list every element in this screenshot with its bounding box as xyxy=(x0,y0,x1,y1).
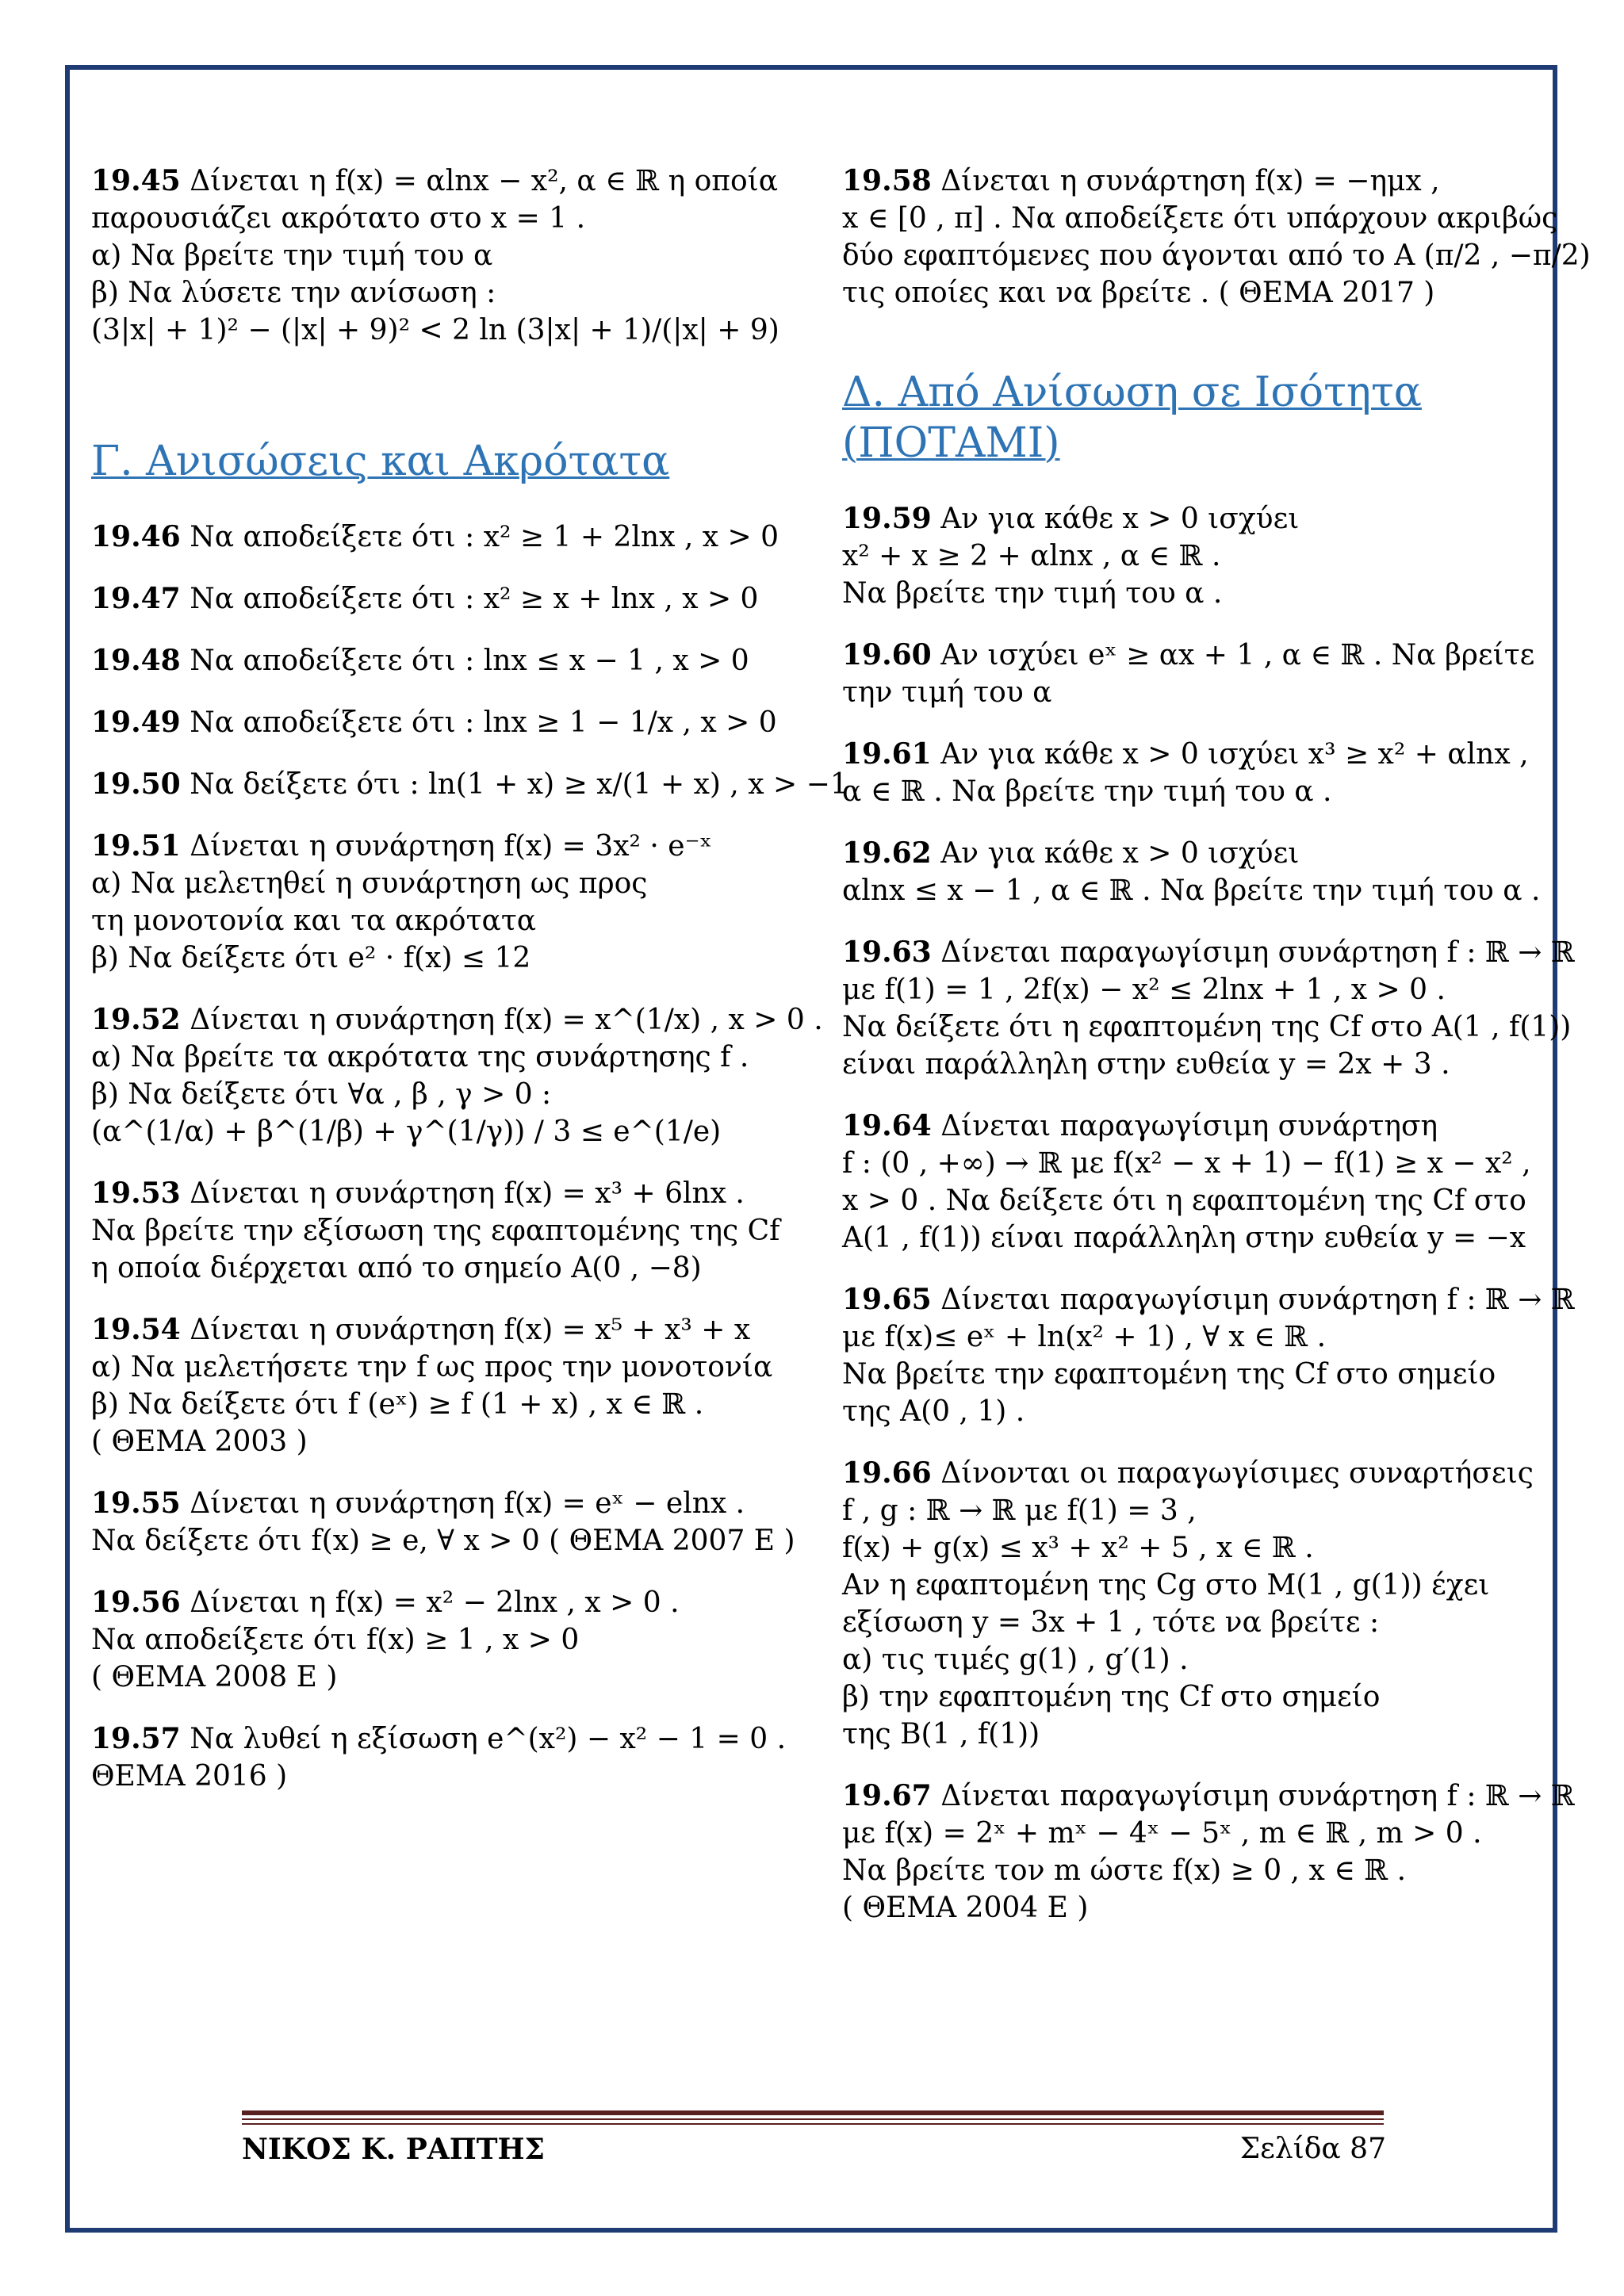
exercise-line xyxy=(842,934,1575,971)
exercise-text: β) Να δείξετε ότι f (eˣ) ≥ f (1 + x) , x ∈ ℝ . xyxy=(91,1388,704,1421)
exercise-text: β) την εφαπτομένη της Cf στο σημείο xyxy=(842,1681,1381,1713)
exercise-text: δύο εφαπτόμενες που άγονται από το Α (π/2 , −π/2) xyxy=(842,239,1591,272)
exercise-text: ΘΕΜΑ 2016 ) xyxy=(91,1760,288,1793)
exercise-text: Να βρείτε τον m ώστε f(x) ≥ 0 , x ∈ ℝ . xyxy=(842,1854,1407,1887)
exercise-19-59 xyxy=(842,500,1556,612)
exercise-number: 19.56 xyxy=(91,1586,181,1619)
exercise-line xyxy=(91,939,805,977)
exercise-line xyxy=(842,1716,1556,1753)
exercise-19-65 xyxy=(842,1281,1575,1430)
exercise-19-58 xyxy=(842,163,1591,312)
exercise-19-52 xyxy=(91,1001,823,1150)
exercise-text: παρουσιάζει ακρότατο στο x = 1 . xyxy=(91,202,586,235)
exercise-text: f(x) + g(x) ≤ x³ + x² + 5 , x ∈ ℝ . xyxy=(842,1532,1314,1564)
exercise-line xyxy=(842,971,1556,1008)
exercise-text: Να αποδείξετε ότι : x² ≥ 1 + 2lnx , x > 0 xyxy=(190,521,779,553)
exercise-text: με f(x) = 2ˣ + mˣ − 4ˣ − 5ˣ , m ∈ ℝ , m > 0 . xyxy=(842,1817,1482,1850)
right-column xyxy=(842,163,1591,1951)
exercise-text: Να αποδείξετε ότι : lnx ≥ 1 − 1/x , x > 0 xyxy=(190,706,777,739)
exercise-number: 19.46 xyxy=(91,520,181,553)
exercise-line xyxy=(91,1659,805,1696)
exercise-19-54 xyxy=(91,1311,805,1460)
exercise-number: 19.54 xyxy=(91,1313,181,1346)
left-column xyxy=(91,163,848,1820)
exercise-line xyxy=(91,1485,805,1522)
exercise-text: Δίνεται η συνάρτηση f(x) = 3x² · e⁻ˣ xyxy=(190,830,712,863)
exercise-line xyxy=(91,312,805,349)
exercise-line xyxy=(842,674,1556,711)
exercise-19-56 xyxy=(91,1584,805,1696)
exercise-text: εξίσωση y = 3x + 1 , τότε να βρείτε : xyxy=(842,1606,1380,1639)
exercise-text: α) Να βρείτε την τιμή του α xyxy=(91,239,493,272)
exercise-line xyxy=(91,519,805,556)
exercise-line xyxy=(842,1356,1556,1393)
exercise-text: την τιμή του α xyxy=(842,676,1052,709)
exercise-text: Αν για κάθε x > 0 ισχύει xyxy=(940,503,1300,535)
exercise-line xyxy=(91,1076,805,1113)
exercise-line xyxy=(842,274,1556,312)
exercise-line xyxy=(91,902,805,939)
exercise-line xyxy=(842,1108,1556,1145)
exercise-text: Να δείξετε ότι : ln(1 + x) ≥ x/(1 + x) , x > −1 xyxy=(190,768,848,801)
footer-author: ΝΙΚΟΣ Κ. ΡΑΠΤΗΣ xyxy=(242,2133,545,2166)
exercise-line xyxy=(842,1604,1556,1641)
exercise-line xyxy=(842,237,1591,274)
exercise-line xyxy=(91,1311,805,1349)
exercise-text: α) τις τιμές g(1) , g′(1) . xyxy=(842,1644,1189,1676)
exercise-line xyxy=(842,1678,1556,1716)
exercise-text: x > 0 . Να δείξετε ότι η εφαπτομένη της Cf στο xyxy=(842,1184,1526,1217)
exercise-number: 19.62 xyxy=(842,836,932,870)
exercise-19-66 xyxy=(842,1455,1556,1753)
exercise-line xyxy=(91,1349,805,1386)
exercise-text: Δίνεται παραγωγίσιμη συνάρτηση f : ℝ → ℝ xyxy=(940,1780,1575,1812)
exercise-19-46 xyxy=(91,519,805,556)
exercise-text: τις οποίες και να βρείτε . ( ΘΕΜΑ 2017 ) xyxy=(842,277,1435,309)
exercise-line xyxy=(842,1815,1556,1852)
exercise-line xyxy=(842,1393,1556,1430)
exercise-number: 19.52 xyxy=(91,1003,181,1036)
exercise-line xyxy=(842,1889,1556,1927)
exercise-number: 19.63 xyxy=(842,936,932,969)
exercise-text: Δίνεται παραγωγίσιμη συνάρτηση f : ℝ → ℝ xyxy=(940,1284,1575,1316)
exercise-line xyxy=(842,1852,1556,1889)
exercise-line xyxy=(842,1219,1556,1257)
exercise-19-64 xyxy=(842,1108,1556,1257)
exercise-text: Δίνεται η f(x) = x² − 2lnx , x > 0 . xyxy=(190,1586,680,1619)
exercise-text: β) Να δείξετε ότι e² · f(x) ≤ 12 xyxy=(91,942,531,974)
exercise-text: Α(1 , f(1)) είναι παράλληλη στην ευθεία y = −x xyxy=(842,1222,1526,1254)
exercise-number: 19.67 xyxy=(842,1779,932,1812)
exercise-number: 19.59 xyxy=(842,502,932,535)
exercise-line xyxy=(842,1492,1556,1529)
exercise-number: 19.60 xyxy=(842,638,932,672)
exercise-text: Δίνεται η συνάρτηση f(x) = −ημx , xyxy=(940,165,1440,197)
exercise-text: Δίνεται η f(x) = αlnx − x², α ∈ ℝ η οποία xyxy=(190,165,779,197)
exercise-line xyxy=(842,637,1556,674)
section-heading-delta xyxy=(842,367,1556,469)
exercise-text: β) Να λύσετε την ανίσωση : xyxy=(91,277,496,309)
exercise-text: με f(1) = 1 , 2f(x) − x² ≤ 2lnx + 1 , x > 0 . xyxy=(842,974,1446,1006)
exercise-text: Δίνεται παραγωγίσιμη συνάρτηση f : ℝ → ℝ xyxy=(940,936,1575,969)
exercise-19-51 xyxy=(91,828,805,977)
exercise-text: Δίνονται οι παραγωγίσιμες συναρτήσεις xyxy=(940,1457,1534,1490)
exercise-19-53 xyxy=(91,1175,805,1287)
exercise-line xyxy=(842,200,1556,237)
exercise-number: 19.57 xyxy=(91,1722,181,1755)
exercise-19-67 xyxy=(842,1777,1575,1927)
exercise-line xyxy=(842,575,1556,612)
exercise-number: 19.49 xyxy=(91,706,181,739)
exercise-number: 19.50 xyxy=(91,767,181,801)
exercise-line xyxy=(91,1113,805,1150)
exercise-text: ( ΘΕΜΑ 2003 ) xyxy=(91,1425,308,1458)
exercise-text: Να βρείτε την εξίσωση της εφαπτομένης της Cf xyxy=(91,1215,780,1247)
exercise-line xyxy=(91,1720,805,1758)
exercise-text: Να δείξετε ότι η εφαπτομένη της Cf στο Α(1 , f(1)) xyxy=(842,1011,1572,1043)
exercise-number: 19.58 xyxy=(842,164,932,197)
exercise-line xyxy=(91,274,805,312)
exercise-line xyxy=(842,1182,1556,1219)
exercise-line xyxy=(842,1529,1556,1567)
footer-rule-thin xyxy=(242,2118,1384,2120)
exercise-text: Δίνεται η συνάρτηση f(x) = x⁵ + x³ + x xyxy=(190,1314,751,1346)
exercise-text: f : (0 , +∞) → ℝ με f(x² − x + 1) − f(1) ≥ x − x² , xyxy=(842,1147,1531,1180)
exercise-number: 19.48 xyxy=(91,644,181,677)
exercise-line xyxy=(842,163,1556,200)
footer-page-number: Σελίδα 87 xyxy=(1239,2133,1386,2165)
exercise-line xyxy=(91,1621,805,1659)
exercise-line xyxy=(842,1008,1572,1046)
exercise-text: Δίνεται η συνάρτηση f(x) = x³ + 6lnx . xyxy=(190,1177,745,1210)
exercise-line xyxy=(91,1212,805,1249)
exercise-text: f , g : ℝ → ℝ με f(1) = 3 , xyxy=(842,1494,1197,1527)
exercise-19-49 xyxy=(91,704,805,741)
exercise-line xyxy=(91,828,805,865)
exercise-line xyxy=(842,1641,1556,1678)
exercise-text: ( ΘΕΜΑ 2004 Ε ) xyxy=(842,1892,1089,1924)
exercise-text: (3|x| + 1)² − (|x| + 9)² < 2 ln (3|x| + 1)/(|x| + 9) xyxy=(91,314,779,346)
exercise-text: Αν ισχύει eˣ ≥ αx + 1 , α ∈ ℝ . Να βρείτε xyxy=(940,639,1535,672)
exercise-19-60 xyxy=(842,637,1556,711)
exercise-line xyxy=(91,1522,805,1559)
exercise-line xyxy=(91,1758,805,1795)
exercise-number: 19.45 xyxy=(91,164,181,197)
exercise-line xyxy=(91,1175,805,1212)
exercise-text: είναι παράλληλη στην ευθεία y = 2x + 3 . xyxy=(842,1048,1450,1081)
exercise-line xyxy=(842,1281,1575,1318)
section-heading-gamma: Γ. Ανισώσεις και Ακρότατα xyxy=(91,438,670,485)
exercise-line xyxy=(91,237,805,274)
exercise-line xyxy=(91,1584,805,1621)
exercise-text: α) Να μελετήσετε την f ως προς την μονοτονία xyxy=(91,1351,773,1383)
exercise-number: 19.64 xyxy=(842,1109,932,1142)
exercise-text: Αν για κάθε x > 0 ισχύει x³ ≥ x² + αlnx , xyxy=(940,738,1529,771)
exercise-line xyxy=(842,872,1556,909)
exercise-line xyxy=(842,1777,1575,1815)
exercise-text: Δίνεται η συνάρτηση f(x) = x^(1/x) , x > 0 . xyxy=(190,1004,823,1036)
exercise-text: Να αποδείξετε ότι : lnx ≤ x − 1 , x > 0 xyxy=(190,645,749,677)
exercise-line xyxy=(91,1423,805,1460)
exercise-number: 19.55 xyxy=(91,1487,181,1520)
exercise-line xyxy=(91,1249,805,1287)
exercise-19-45 xyxy=(91,163,805,349)
exercise-text: η οποία διέρχεται από το σημείο Α(0 , −8) xyxy=(91,1252,702,1284)
exercise-text: α) Να βρείτε τα ακρότατα της συνάρτησης f . xyxy=(91,1041,749,1073)
exercise-text: με f(x)≤ eˣ + ln(x² + 1) , ∀ x ∈ ℝ . xyxy=(842,1321,1327,1353)
exercise-line xyxy=(91,163,805,200)
exercise-line xyxy=(842,1567,1556,1604)
footer-rule xyxy=(242,2110,1384,2115)
footer-rule-thin-2 xyxy=(242,2123,1384,2125)
exercise-19-48 xyxy=(91,642,805,679)
exercise-line xyxy=(842,835,1556,872)
exercise-line xyxy=(91,642,805,679)
exercise-text: Να λυθεί η εξίσωση e^(x²) − x² − 1 = 0 . xyxy=(190,1723,787,1755)
exercise-line xyxy=(91,704,805,741)
exercise-text: x² + x ≥ 2 + αlnx , α ∈ ℝ . xyxy=(842,540,1221,572)
exercise-text: Να βρείτε την εφαπτομένη της Cf στο σημείο xyxy=(842,1358,1496,1391)
exercise-text: α) Να μελετηθεί η συνάρτηση ως προς xyxy=(91,867,648,900)
exercise-19-63 xyxy=(842,934,1575,1083)
exercise-line xyxy=(842,1318,1556,1356)
exercise-text: Αν για κάθε x > 0 ισχύει xyxy=(940,837,1300,870)
exercise-line xyxy=(842,1145,1556,1182)
exercise-text: Να δείξετε ότι f(x) ≥ e, ∀ x > 0 ( ΘΕΜΑ 2007 Ε ) xyxy=(91,1525,795,1557)
exercise-line xyxy=(91,200,805,237)
exercise-text: Να βρείτε την τιμή του α . xyxy=(842,577,1223,610)
exercise-19-50 xyxy=(91,766,848,803)
section-heading-delta-line2: (ΠΟΤΑΜΙ) xyxy=(842,419,1060,467)
exercise-19-62 xyxy=(842,835,1556,909)
exercise-number: 19.66 xyxy=(842,1456,932,1490)
exercise-number: 19.61 xyxy=(842,737,932,771)
exercise-text: αlnx ≤ x − 1 , α ∈ ℝ . Να βρείτε την τιμή του α . xyxy=(842,874,1541,907)
exercise-text: ( ΘΕΜΑ 2008 Ε ) xyxy=(91,1661,338,1693)
exercise-text: της Α(0 , 1) . xyxy=(842,1395,1025,1428)
exercise-line xyxy=(842,736,1556,773)
exercise-line xyxy=(91,865,805,902)
exercise-number: 19.65 xyxy=(842,1283,932,1316)
exercise-text: Δίνεται παραγωγίσιμη συνάρτηση xyxy=(940,1110,1438,1142)
exercise-line xyxy=(91,1001,823,1039)
exercise-19-57 xyxy=(91,1720,805,1795)
exercise-line xyxy=(91,580,805,618)
exercise-line xyxy=(842,538,1556,575)
exercise-line xyxy=(842,500,1556,538)
exercise-19-61 xyxy=(842,736,1556,810)
exercise-line xyxy=(91,1386,805,1423)
exercise-line xyxy=(842,773,1556,810)
exercise-line xyxy=(842,1046,1556,1083)
exercise-number: 19.47 xyxy=(91,582,181,615)
exercise-19-55 xyxy=(91,1485,805,1559)
exercise-line xyxy=(91,766,848,803)
exercise-text: τη μονοτονία και τα ακρότατα xyxy=(91,905,537,937)
exercise-text: Αν η εφαπτομένη της Cg στο Μ(1 , g(1)) έχει xyxy=(842,1569,1490,1601)
exercise-line xyxy=(842,1455,1556,1492)
exercise-text: (α^(1/α) + β^(1/β) + γ^(1/γ)) / 3 ≤ e^(1/e) xyxy=(91,1115,722,1148)
exercise-number: 19.53 xyxy=(91,1177,181,1210)
exercise-text: Να αποδείξετε ότι : x² ≥ x + lnx , x > 0 xyxy=(190,583,759,615)
section-heading-delta-line1: Δ. Από Ανίσωση σε Ισότητα xyxy=(842,369,1422,416)
exercise-19-47 xyxy=(91,580,805,618)
exercise-text: α ∈ ℝ . Να βρείτε την τιμή του α . xyxy=(842,775,1332,808)
exercise-text: β) Να δείξετε ότι ∀α , β , γ > 0 : xyxy=(91,1078,552,1111)
exercise-text: Δίνεται η συνάρτηση f(x) = eˣ − elnx . xyxy=(190,1487,745,1520)
exercise-text: x ∈ [0 , π] . Να αποδείξετε ότι υπάρχουν ακριβώς xyxy=(842,202,1558,235)
exercise-number: 19.51 xyxy=(91,829,181,863)
exercise-text: της Β(1 , f(1)) xyxy=(842,1718,1040,1751)
exercise-line xyxy=(91,1039,805,1076)
exercise-text: Να αποδείξετε ότι f(x) ≥ 1 , x > 0 xyxy=(91,1624,580,1656)
